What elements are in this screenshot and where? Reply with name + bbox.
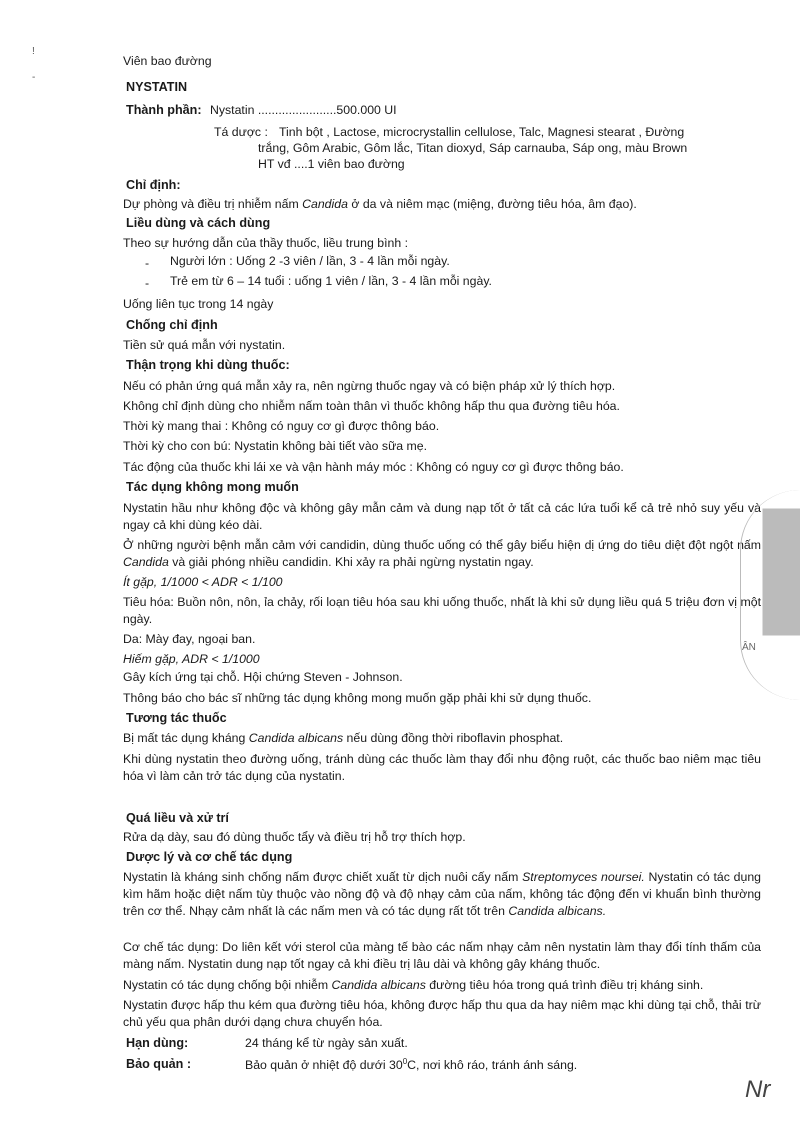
pharmacology-paragraph: Nystatin có tác dụng chống bội nhiễm Candida albicans đường tiêu hóa trong quá trình điều trị kháng sinh. [123, 978, 704, 992]
shelf-life-label: Hạn dùng: [126, 1036, 189, 1050]
dosage-child: Trẻ em từ 6 – 14 tuổi : uống 1 viên / lần, 3 - 4 lần mỗi ngày. [170, 274, 492, 288]
margin-mark: - [32, 72, 36, 83]
contraindications-text: Tiền sử quá mẫn với nystatin. [123, 338, 286, 352]
interactions-heading: Tương tác thuốc [126, 711, 227, 725]
adverse-gi: Tiêu hóa: Buồn nôn, nôn, ỉa chảy, rối loạn tiêu hóa sau khi uống thuốc, nhất là khi sử dụng liều quá 5 triệu đơn vị một ngày. [123, 595, 761, 626]
precautions-heading: Thận trọng khi dùng thuốc: [126, 358, 290, 372]
list-bullet: - [145, 256, 150, 270]
signature-mark: Nr [745, 1076, 771, 1103]
excipients-line: Tinh bột , Lactose, microcrystallin cellulose, Talc, Magnesi stearat , Đường [279, 125, 685, 139]
stamp-edge [740, 490, 800, 700]
frequency-label: Hiếm gặp, ADR < 1/1000 [123, 652, 260, 666]
composition-heading: Thành phần: [126, 103, 202, 117]
frequency-label: Ít gặp, 1/1000 < ADR < 1/100 [123, 575, 283, 589]
shelf-life-value: 24 tháng kể từ ngày sản xuất. [245, 1036, 408, 1050]
active-ingredient: Nystatin .......................500.000 UI [210, 103, 397, 117]
adverse-heading: Tác dụng không mong muốn [126, 480, 299, 494]
overdose-text: Rửa dạ dày, sau đó dùng thuốc tẩy và điều trị hỗ trợ thích hợp. [123, 830, 466, 844]
margin-mark: ! [32, 46, 35, 57]
drug-name: NYSTATIN [126, 80, 188, 94]
adverse-skin: Da: Mày đay, ngoại ban. [123, 632, 256, 646]
adverse-paragraph: Nystatin hầu như không độc và không gây mẫn cảm và dung nạp tốt ở tất cả các lứa tuổi kể cả trẻ nhỏ suy yếu và ngay cả khi dùng kéo dài. [123, 501, 761, 532]
indications-text: Dự phòng và điều trị nhiễm nấm Candida ở da và niêm mạc (miệng, đường tiêu hóa, âm đạo). [123, 197, 637, 211]
adverse-local: Gây kích ứng tại chỗ. Hội chứng Steven - Johnson. [123, 670, 403, 684]
precaution-line: Thời kỳ cho con bú: Nystatin không bài tiết vào sữa mẹ. [123, 439, 428, 453]
precaution-line: Không chỉ định dùng cho nhiễm nấm toàn thân vì thuốc không hấp thu qua đường tiêu hóa. [123, 399, 620, 413]
dosage-duration: Uống liên tục trong 14 ngày [123, 297, 274, 311]
contraindications-heading: Chống chỉ định [126, 318, 218, 332]
overdose-heading: Quá liều và xử trí [126, 811, 229, 825]
adverse-notify: Thông báo cho bác sĩ những tác dụng không mong muốn gặp phải khi sử dụng thuốc. [123, 691, 592, 705]
dosage-adult: Người lớn : Uống 2 -3 viên / lần, 3 - 4 lần mỗi ngày. [170, 254, 450, 268]
precaution-line: Nếu có phản ứng quá mẫn xảy ra, nên ngừng thuốc ngay và có biện pháp xử lý thích hợp. [123, 379, 616, 393]
excipients-line: trắng, Gôm Arabic, Gôm lắc, Titan dioxyd, Sáp carnauba, Sáp ong, màu Brown [258, 141, 688, 155]
pharmacology-paragraph: Cơ chế tác dụng: Do liên kết với sterol của màng tế bào các nấm nhạy cảm nên nystatin làm thay đổi tính thấm của màng nấm. Nystatin dung nạp tốt ngay cả khi điều trị lâu dài và không gây kháng thuốc. [123, 940, 761, 971]
list-bullet: - [145, 276, 150, 290]
pharmacology-heading: Dược lý và cơ chế tác dụng [126, 850, 293, 864]
indications-heading: Chỉ định: [126, 178, 181, 192]
interaction-line: Khi dùng nystatin theo đường uống, tránh dùng các thuốc làm thay đổi nhu động ruột, các thuốc bao niêm mạc tiêu hóa vì làm cản trở tác dụng của nystatin. [123, 752, 761, 783]
dosage-intro: Theo sự hướng dẫn của thầy thuốc, liều trung bình : [123, 236, 408, 250]
excipients-label: Tá dược : [214, 125, 268, 139]
dosage-heading: Liều dùng và cách dùng [126, 216, 271, 230]
storage-value: Bảo quản ở nhiệt độ dưới $30^0C$, nơi khô ráo, tránh ánh sáng. [245, 1057, 578, 1073]
dosage-form: Viên bao đường [123, 54, 212, 68]
precaution-line: Thời kỳ mang thai : Không có nguy cơ gì được thông báo. [123, 419, 440, 433]
adverse-paragraph: Ở những người bệnh mẫn cảm với candidin, dùng thuốc uống có thể gây biểu hiện dị ứng do tiêu diệt đột ngột nấm Candida và giải phóng nhiều candidin. Khi xảy ra phải ngừng nystatin ngay. [123, 538, 761, 569]
pharmacology-paragraph: Nystatin là kháng sinh chống nấm được chiết xuất từ dịch nuôi cấy nấm Streptomyces noursei. Nystatin có tác dụng kìm hãm hoặc diệt nấm tùy thuộc vào nồng độ và độ nhạy cảm của nấm, không tác động đến vi khuẩn bình thường trên cơ thể. Nhạy cảm nhất là các nấm men và có tác dụng rất tốt trên Candida albicans. [123, 870, 761, 918]
excipients-line: HT vđ ....1 viên bao đường [258, 157, 405, 171]
interaction-line: Bị mất tác dụng kháng Candida albicans nếu dùng đồng thời riboflavin phosphat. [123, 731, 564, 745]
storage-label: Bảo quản : [126, 1057, 192, 1071]
stamp-fragment: ÂN [742, 642, 756, 653]
precaution-line: Tác động của thuốc khi lái xe và vận hành máy móc : Không có nguy cơ gì được thông báo. [123, 460, 624, 474]
pharmacology-paragraph: Nystatin được hấp thu kém qua đường tiêu hóa, không được hấp thu qua da hay niêm mạc khi dùng tại chỗ, thải trừ chủ yếu qua phân dưới dạng chưa chuyển hóa. [123, 998, 761, 1029]
